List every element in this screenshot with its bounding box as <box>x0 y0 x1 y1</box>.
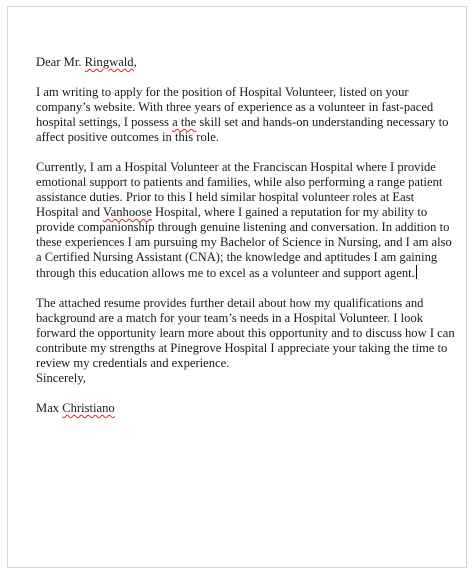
text-cursor <box>416 265 417 279</box>
paragraph-experience <box>36 160 456 281</box>
cover-letter-body[interactable] <box>36 55 456 416</box>
signature-first-name: Max <box>36 401 63 415</box>
spellcheck-word-vanhoose: Vanhoose <box>102 205 152 219</box>
spellcheck-word-christiano: Christiano <box>62 401 115 415</box>
paragraph-experience-text-b: Hospital, where I gained a reputation for my ability to provide companionship through genuine listening and conversation. In addition to these experiences I am pursuing my Bachelor of Science in Nursing, and I am also a Certified Nursing Assistant (CNA); the knowledge and aptitudes I am gaining through this education allows me to excel as a volunteer and support agent. <box>36 205 452 280</box>
spellcheck-word-ringwald: Ringwald <box>84 55 134 69</box>
signature <box>36 401 456 416</box>
grammar-error-a-the: a the <box>172 115 197 129</box>
document-page <box>7 6 467 568</box>
salutation <box>36 55 456 70</box>
closing-sincerely: Sincerely, <box>36 371 86 385</box>
paragraph-intro-text-a: I am writing to apply for the position of Hospital Volunteer, listed on your company’s website. With three years of experience as a volunteer in fast-paced hospital settings, I possess <box>36 85 434 129</box>
salutation-prefix: Dear Mr. <box>36 55 85 69</box>
paragraph-intro-text-b: skill set and hands-on understanding necessary to affect positive outcomes in this role. <box>36 115 449 144</box>
paragraph-intro <box>36 85 456 145</box>
paragraph-closing: The attached resume provides further detail about how my qualifications and background are a match for your team’s needs in a Hospital Volunteer. I look forward the opportunity learn more about this opportunity and to discuss how I can contribute my strengths at Pinegrove Hospital I appreciate your taking the time to review my credentials and experience. <box>36 296 455 370</box>
paragraph-experience-text-a: Currently, I am a Hospital Volunteer at the Franciscan Hospital where I provide emotional support to patients and families, while also performing a range patient assistance duties. Prior to this I held similar hospital volunteer roles at East Hospital and <box>36 160 443 219</box>
salutation-suffix: , <box>133 55 137 69</box>
